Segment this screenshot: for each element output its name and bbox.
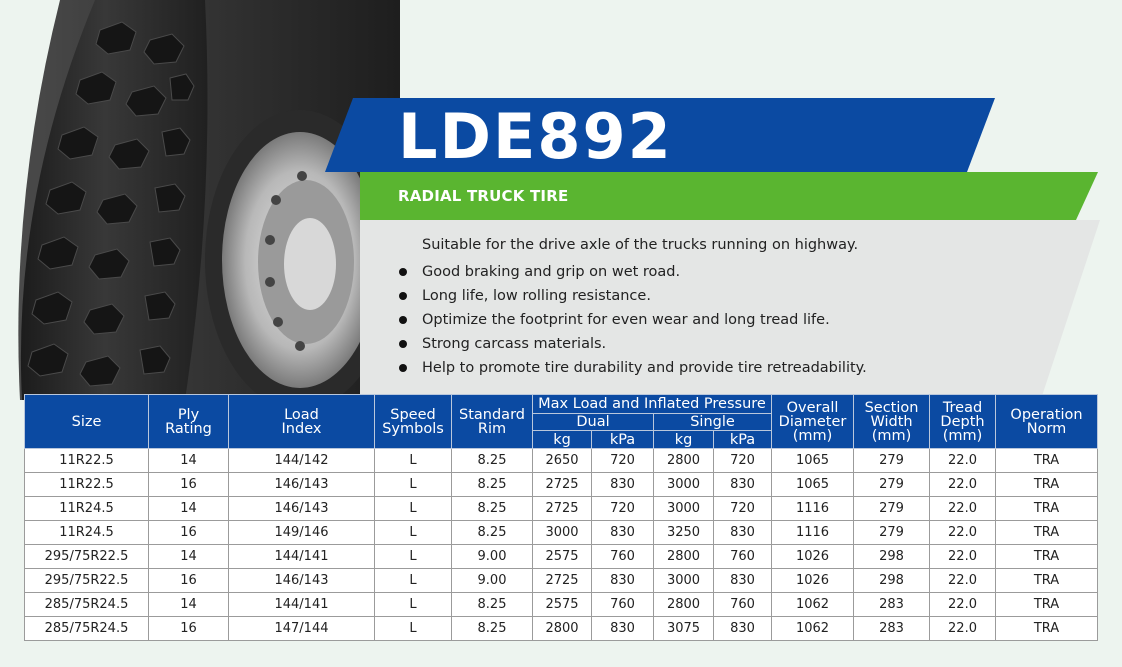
product-intro: Suitable for the drive axle of the trucks running on highway.: [422, 237, 859, 253]
cell-load-index: 144/141: [229, 593, 375, 617]
cell-rim: 8.25: [452, 617, 533, 641]
cell-rim: 9.00: [452, 545, 533, 569]
feature-item: Help to promote tire durability and provide tire retreadability.: [398, 356, 867, 380]
header-speed-symbols: Speed Symbols: [375, 395, 452, 449]
cell-speed: L: [375, 473, 452, 497]
cell-dual-kpa: 760: [592, 593, 654, 617]
cell-speed: L: [375, 617, 452, 641]
cell-diameter: 1116: [772, 497, 854, 521]
table-row: [25, 545, 1098, 569]
header-dual-kg: kg: [533, 431, 592, 449]
cell-norm: TRA: [996, 449, 1098, 473]
table-row: [25, 497, 1098, 521]
cell-norm: TRA: [996, 569, 1098, 593]
cell-depth: 22.0: [930, 545, 996, 569]
cell-single-kg: 2800: [654, 593, 714, 617]
bullet-icon: [399, 316, 407, 324]
cell-single-kg: 2800: [654, 449, 714, 473]
cell-single-kpa: 830: [714, 617, 772, 641]
cell-single-kg: 3000: [654, 569, 714, 593]
cell-diameter: 1065: [772, 473, 854, 497]
cell-dual-kg: 2650: [533, 449, 592, 473]
cell-ply: 14: [149, 449, 229, 473]
cell-norm: TRA: [996, 545, 1098, 569]
header-load-index: Load Index: [229, 395, 375, 449]
header-dual-kpa: kPa: [592, 431, 654, 449]
cell-norm: TRA: [996, 521, 1098, 545]
cell-load-index: 146/143: [229, 497, 375, 521]
cell-single-kg: 2800: [654, 545, 714, 569]
cell-depth: 22.0: [930, 473, 996, 497]
cell-ply: 16: [149, 617, 229, 641]
table-row: [25, 569, 1098, 593]
cell-width: 283: [854, 593, 930, 617]
header-ply-rating: Ply Rating: [149, 395, 229, 449]
cell-norm: TRA: [996, 593, 1098, 617]
header-section-width: Section Width (mm): [854, 395, 930, 449]
header-overall-diameter: Overall Diameter (mm): [772, 395, 854, 449]
cell-depth: 22.0: [930, 497, 996, 521]
cell-size: 285/75R24.5: [25, 593, 149, 617]
header-single-kpa: kPa: [714, 431, 772, 449]
cell-speed: L: [375, 569, 452, 593]
cell-dual-kpa: 830: [592, 569, 654, 593]
header-single: Single: [654, 414, 772, 431]
cell-rim: 8.25: [452, 521, 533, 545]
cell-load-index: 146/143: [229, 473, 375, 497]
cell-load-index: 147/144: [229, 617, 375, 641]
cell-dual-kg: 3000: [533, 521, 592, 545]
cell-single-kpa: 760: [714, 593, 772, 617]
cell-ply: 16: [149, 521, 229, 545]
cell-depth: 22.0: [930, 449, 996, 473]
cell-depth: 22.0: [930, 617, 996, 641]
cell-norm: TRA: [996, 473, 1098, 497]
cell-size: 295/75R22.5: [25, 545, 149, 569]
header-tread-depth: Tread Depth (mm): [930, 395, 996, 449]
cell-dual-kpa: 720: [592, 497, 654, 521]
cell-diameter: 1062: [772, 617, 854, 641]
cell-dual-kpa: 830: [592, 473, 654, 497]
cell-depth: 22.0: [930, 569, 996, 593]
header-size: Size: [25, 395, 149, 449]
cell-diameter: 1065: [772, 449, 854, 473]
cell-single-kg: 3075: [654, 617, 714, 641]
cell-width: 298: [854, 545, 930, 569]
header-operation-norm: Operation Norm: [996, 395, 1098, 449]
bullet-icon: [399, 268, 407, 276]
cell-dual-kg: 2575: [533, 593, 592, 617]
cell-diameter: 1026: [772, 545, 854, 569]
cell-ply: 14: [149, 545, 229, 569]
cell-rim: 8.25: [452, 473, 533, 497]
table-row: [25, 473, 1098, 497]
cell-ply: 16: [149, 569, 229, 593]
cell-dual-kpa: 760: [592, 545, 654, 569]
feature-item: Good braking and grip on wet road.: [398, 260, 867, 284]
bullet-icon: [399, 340, 407, 348]
cell-rim: 8.25: [452, 449, 533, 473]
feature-item: Strong carcass materials.: [398, 332, 867, 356]
cell-diameter: 1116: [772, 521, 854, 545]
bullet-icon: [399, 292, 407, 300]
cell-single-kpa: 760: [714, 545, 772, 569]
cell-rim: 8.25: [452, 593, 533, 617]
cell-dual-kpa: 720: [592, 449, 654, 473]
feature-item: Optimize the footprint for even wear and long tread life.: [398, 308, 867, 332]
cell-speed: L: [375, 545, 452, 569]
cell-depth: 22.0: [930, 521, 996, 545]
tire-image: [0, 0, 400, 400]
spec-table-body: [25, 449, 1098, 641]
cell-rim: 8.25: [452, 497, 533, 521]
spec-table: [24, 394, 1098, 641]
cell-width: 279: [854, 473, 930, 497]
table-row: [25, 593, 1098, 617]
cell-dual-kpa: 830: [592, 521, 654, 545]
cell-diameter: 1026: [772, 569, 854, 593]
table-row: [25, 449, 1098, 473]
cell-single-kpa: 830: [714, 521, 772, 545]
cell-size: 11R22.5: [25, 473, 149, 497]
header-standard-rim: Standard Rim: [452, 395, 533, 449]
header-single-kg: kg: [654, 431, 714, 449]
cell-size: 11R22.5: [25, 449, 149, 473]
product-model-title: LDE892: [398, 100, 673, 173]
cell-rim: 9.00: [452, 569, 533, 593]
cell-dual-kpa: 830: [592, 617, 654, 641]
cell-norm: TRA: [996, 617, 1098, 641]
cell-load-index: 144/142: [229, 449, 375, 473]
cell-dual-kg: 2575: [533, 545, 592, 569]
cell-load-index: 144/141: [229, 545, 375, 569]
table-row: [25, 521, 1098, 545]
cell-diameter: 1062: [772, 593, 854, 617]
cell-speed: L: [375, 449, 452, 473]
product-category: RADIAL TRUCK TIRE: [398, 187, 569, 205]
cell-width: 279: [854, 521, 930, 545]
cell-norm: TRA: [996, 497, 1098, 521]
cell-dual-kg: 2725: [533, 473, 592, 497]
table-row: [25, 617, 1098, 641]
cell-load-index: 149/146: [229, 521, 375, 545]
cell-width: 279: [854, 449, 930, 473]
cell-single-kg: 3000: [654, 473, 714, 497]
bullet-icon: [399, 364, 407, 372]
feature-list: [398, 260, 867, 380]
cell-dual-kg: 2725: [533, 497, 592, 521]
cell-depth: 22.0: [930, 593, 996, 617]
cell-speed: L: [375, 593, 452, 617]
cell-ply: 14: [149, 497, 229, 521]
feature-item: Long life, low rolling resistance.: [398, 284, 867, 308]
cell-single-kpa: 830: [714, 473, 772, 497]
cell-size: 11R24.5: [25, 497, 149, 521]
cell-speed: L: [375, 521, 452, 545]
cell-single-kpa: 720: [714, 449, 772, 473]
cell-width: 283: [854, 617, 930, 641]
cell-size: 11R24.5: [25, 521, 149, 545]
cell-single-kpa: 830: [714, 569, 772, 593]
cell-size: 295/75R22.5: [25, 569, 149, 593]
cell-dual-kg: 2725: [533, 569, 592, 593]
cell-dual-kg: 2800: [533, 617, 592, 641]
cell-ply: 14: [149, 593, 229, 617]
cell-width: 298: [854, 569, 930, 593]
cell-single-kpa: 720: [714, 497, 772, 521]
cell-size: 285/75R24.5: [25, 617, 149, 641]
header-dual: Dual: [533, 414, 654, 431]
cell-width: 279: [854, 497, 930, 521]
cell-ply: 16: [149, 473, 229, 497]
header-max-load: Max Load and Inflated Pressure: [533, 395, 772, 414]
cell-single-kg: 3250: [654, 521, 714, 545]
cell-speed: L: [375, 497, 452, 521]
cell-single-kg: 3000: [654, 497, 714, 521]
cell-load-index: 146/143: [229, 569, 375, 593]
